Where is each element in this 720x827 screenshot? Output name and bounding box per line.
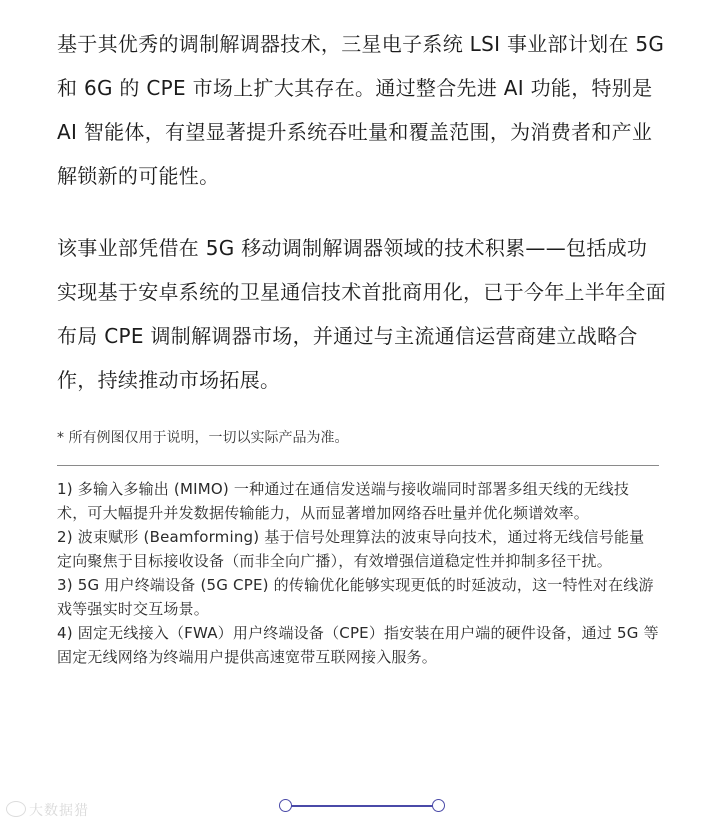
paragraph: 该事业部凭借在 5G 移动调制解调器领域的技术积累——包括成功实现基于安卓系统的卫星通信技术首批商用化，已于今年上半年全面布局 CPE 调制解调器市场，并通过与主流通信运营商建立战略合作，持续推动市场拓展。: [57, 236, 666, 392]
slider-track: [286, 805, 438, 807]
disclaimer-note: * 所有例图仅用于说明，一切以实际产品为准。: [57, 430, 349, 446]
footnotes-list: [57, 478, 659, 670]
decorative-slider: [279, 798, 445, 814]
watermark-text: 大数据猎: [29, 803, 89, 819]
watermark: [6, 800, 89, 820]
footnote-item: 3) 5G 用户终端设备 (5G CPE) 的传输优化能够实现更低的时延波动，这一特性对在线游戏等强实时交互场景。: [57, 576, 654, 618]
slider-knob-left: [279, 799, 292, 812]
slider-knob-right: [432, 799, 445, 812]
footnote-item: 4) 固定无线接入（FWA）用户终端设备（CPE）指安装在用户端的硬件设备，通过 5G 等固定无线网络为终端用户提供高速宽带互联网接入服务。: [57, 624, 659, 666]
chat-bubble-icon: [6, 801, 26, 817]
footnote-item: 1) 多输入多输出 (MIMO) 一种通过在通信发送端与接收端同时部署多组天线的无线技术，可大幅提升并发数据传输能力，从而显著增加网络吞吐量并优化频谱效率。: [57, 480, 630, 522]
footnote-item: 2) 波束赋形 (Beamforming) 基于信号处理算法的波束导向技术，通过将无线信号能量定向聚焦于目标接收设备（而非全向广播），有效增强信道稳定性并抑制多径干扰。: [57, 528, 645, 570]
article-body: [57, 22, 667, 402]
divider: [57, 465, 659, 466]
paragraph: 基于其优秀的调制解调器技术，三星电子系统 LSI 事业部计划在 5G 和 6G 的 CPE 市场上扩大其存在。通过整合先进 AI 功能，特别是 AI 智能体，有望显著提升系统吞吐量和覆盖范围，为消费者和产业解锁新的可能性。: [57, 32, 665, 188]
